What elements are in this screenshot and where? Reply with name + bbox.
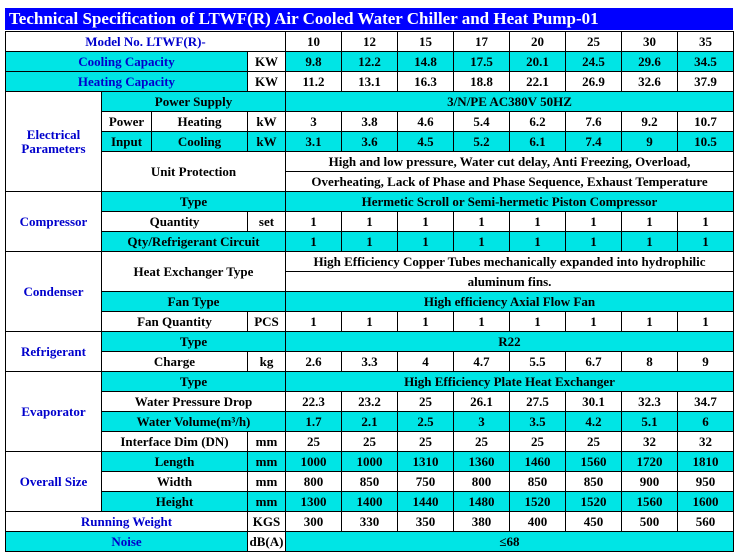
value-cell: 25 <box>566 32 622 52</box>
value-cell: 35 <box>678 32 734 52</box>
group-overall-size: Overall Size <box>6 452 102 512</box>
value-cell: 34.7 <box>678 392 734 412</box>
value-cell: 1300 <box>286 492 342 512</box>
value-cell: 950 <box>678 472 734 492</box>
value-cell: 3 <box>286 112 342 132</box>
value-cell: 750 <box>398 472 454 492</box>
group-refrigerant: Refrigerant <box>6 332 102 372</box>
value-cell: 1310 <box>398 452 454 472</box>
unit-cell: kW <box>248 132 286 152</box>
group-condenser: Condenser <box>6 252 102 332</box>
value-cell: 4.5 <box>398 132 454 152</box>
value-cell: 23.2 <box>342 392 398 412</box>
value-cell: 1 <box>510 232 566 252</box>
height-row <box>6 492 734 512</box>
value-cell: 1600 <box>678 492 734 512</box>
hx-label: Heat Exchanger Type <box>102 252 286 292</box>
condenser-hx-row-1 <box>6 252 734 272</box>
noise-value: ≤68 <box>286 532 734 552</box>
value-cell: 1 <box>342 212 398 232</box>
power-supply-value: 3/N/PE AC380V 50HZ <box>286 92 734 112</box>
height-label: Height <box>102 492 248 512</box>
value-cell: 26.1 <box>454 392 510 412</box>
unit-cell: KW <box>248 72 286 92</box>
group-electrical: Electrical Parameters <box>6 92 102 192</box>
value-cell: 25 <box>510 432 566 452</box>
value-cell: 7.6 <box>566 112 622 132</box>
value-cell: 1440 <box>398 492 454 512</box>
value-cell: 8 <box>622 352 678 372</box>
value-cell: 1000 <box>342 452 398 472</box>
value-cell: 25 <box>566 432 622 452</box>
noise-row <box>6 532 734 552</box>
value-cell: 37.9 <box>678 72 734 92</box>
value-cell: 27.5 <box>510 392 566 412</box>
fan-quantity-label: Fan Quantity <box>102 312 248 332</box>
value-cell: 4 <box>398 352 454 372</box>
cooling-capacity-row <box>6 52 734 72</box>
value-cell: 560 <box>678 512 734 532</box>
value-cell: 5.2 <box>454 132 510 152</box>
value-cell: 1 <box>286 212 342 232</box>
fan-type-row <box>6 292 734 312</box>
value-cell: 25 <box>398 392 454 412</box>
value-cell: 1 <box>566 312 622 332</box>
unit-cell: mm <box>248 432 286 452</box>
value-cell: 1 <box>398 212 454 232</box>
value-cell: 9.2 <box>622 112 678 132</box>
value-cell: 11.2 <box>286 72 342 92</box>
noise-label: Noise <box>6 532 248 552</box>
heating-capacity-row <box>6 72 734 92</box>
value-cell: 3.1 <box>286 132 342 152</box>
value-cell: 1 <box>622 232 678 252</box>
value-cell: 9 <box>622 132 678 152</box>
value-cell: 34.5 <box>678 52 734 72</box>
value-cell: 6.2 <box>510 112 566 132</box>
evaporator-type-label: Type <box>102 372 286 392</box>
value-cell: 1480 <box>454 492 510 512</box>
power-heating-row <box>6 112 734 132</box>
unit-protection-line-2: Overheating, Lack of Phase and Phase Sequence, Exhaust Temperature <box>286 172 734 192</box>
value-cell: 1520 <box>510 492 566 512</box>
power-supply-label: Power Supply <box>102 92 286 112</box>
value-cell: 1 <box>510 212 566 232</box>
value-cell: 17.5 <box>454 52 510 72</box>
model-row <box>6 32 734 52</box>
value-cell: 1 <box>622 212 678 232</box>
charge-row <box>6 352 734 372</box>
spec-table <box>5 31 734 552</box>
group-evaporator: Evaporator <box>6 372 102 452</box>
value-cell: 5.1 <box>622 412 678 432</box>
value-cell: 2.5 <box>398 412 454 432</box>
unit-protection-row-1 <box>6 152 734 172</box>
quantity-label: Quantity <box>102 212 248 232</box>
hx-line-2: aluminum fins. <box>286 272 734 292</box>
charge-label: Charge <box>102 352 248 372</box>
value-cell: 1720 <box>622 452 678 472</box>
value-cell: 2.1 <box>342 412 398 432</box>
unit-protection-line-1: High and low pressure, Water cut delay, Anti Freezing, Overload, <box>286 152 734 172</box>
value-cell: 450 <box>566 512 622 532</box>
unit-cell: KGS <box>248 512 286 532</box>
value-cell: 400 <box>510 512 566 532</box>
value-cell: 20 <box>510 32 566 52</box>
refrigerant-type-value: R22 <box>286 332 734 352</box>
value-cell: 25 <box>454 432 510 452</box>
value-cell: 1560 <box>566 452 622 472</box>
value-cell: 6.7 <box>566 352 622 372</box>
value-cell: 30.1 <box>566 392 622 412</box>
value-cell: 1 <box>678 232 734 252</box>
value-cell: 2.6 <box>286 352 342 372</box>
value-cell: 1 <box>566 212 622 232</box>
value-cell: 32 <box>622 432 678 452</box>
value-cell: 4.7 <box>454 352 510 372</box>
value-cell: 26.9 <box>566 72 622 92</box>
cooling-capacity-label: Cooling Capacity <box>6 52 248 72</box>
evaporator-type-value: High Efficiency Plate Heat Exchanger <box>286 372 734 392</box>
value-cell: 13.1 <box>342 72 398 92</box>
unit-cell: kg <box>248 352 286 372</box>
value-cell: 1 <box>454 232 510 252</box>
value-cell: 1 <box>566 232 622 252</box>
value-cell: 9 <box>678 352 734 372</box>
width-row <box>6 472 734 492</box>
value-cell: 32 <box>678 432 734 452</box>
value-cell: 1 <box>454 312 510 332</box>
unit-cell: PCS <box>248 312 286 332</box>
refrigerant-type-row <box>6 332 734 352</box>
value-cell: 1 <box>342 232 398 252</box>
running-weight-row <box>6 512 734 532</box>
compressor-quantity-row <box>6 212 734 232</box>
value-cell: 32.6 <box>622 72 678 92</box>
value-cell: 1 <box>286 232 342 252</box>
length-label: Length <box>102 452 248 472</box>
value-cell: 12.2 <box>342 52 398 72</box>
input-label: Input <box>102 132 152 152</box>
unit-cell: dB(A) <box>248 532 286 552</box>
value-cell: 10 <box>286 32 342 52</box>
value-cell: 20.1 <box>510 52 566 72</box>
length-row <box>6 452 734 472</box>
fan-type-value: High efficiency Axial Flow Fan <box>286 292 734 312</box>
value-cell: 12 <box>342 32 398 52</box>
value-cell: 1.7 <box>286 412 342 432</box>
value-cell: 30 <box>622 32 678 52</box>
power-supply-row <box>6 92 734 112</box>
value-cell: 1 <box>398 232 454 252</box>
value-cell: 850 <box>566 472 622 492</box>
cooling-label: Cooling <box>152 132 248 152</box>
value-cell: 25 <box>398 432 454 452</box>
value-cell: 850 <box>510 472 566 492</box>
value-cell: 300 <box>286 512 342 532</box>
evaporator-type-row <box>6 372 734 392</box>
water-volume-row <box>6 412 734 432</box>
value-cell: 15 <box>398 32 454 52</box>
hx-line-1: High Efficiency Copper Tubes mechanically expanded into hydrophilic <box>286 252 734 272</box>
compressor-type-row <box>6 192 734 212</box>
interface-label: Interface Dim (DN) <box>102 432 248 452</box>
value-cell: 5.5 <box>510 352 566 372</box>
value-cell: 900 <box>622 472 678 492</box>
value-cell: 22.1 <box>510 72 566 92</box>
value-cell: 1 <box>678 212 734 232</box>
unit-cell: mm <box>248 452 286 472</box>
value-cell: 1360 <box>454 452 510 472</box>
value-cell: 25 <box>286 432 342 452</box>
value-cell: 18.8 <box>454 72 510 92</box>
heating-capacity-label: Heating Capacity <box>6 72 248 92</box>
value-cell: 1 <box>510 312 566 332</box>
value-cell: 22.3 <box>286 392 342 412</box>
value-cell: 850 <box>342 472 398 492</box>
value-cell: 17 <box>454 32 510 52</box>
value-cell: 9.8 <box>286 52 342 72</box>
compressor-type-label: Type <box>102 192 286 212</box>
value-cell: 800 <box>286 472 342 492</box>
pressure-drop-row <box>6 392 734 412</box>
compressor-type-value: Hermetic Scroll or Semi-hermetic Piston Compressor <box>286 192 734 212</box>
interface-row <box>6 432 734 452</box>
value-cell: 3.5 <box>510 412 566 432</box>
value-cell: 1810 <box>678 452 734 472</box>
value-cell: 350 <box>398 512 454 532</box>
page-title: Technical Specification of LTWF(R) Air Cooled Water Chiller and Heat Pump-01 <box>5 8 733 30</box>
value-cell: 29.6 <box>622 52 678 72</box>
value-cell: 330 <box>342 512 398 532</box>
value-cell: 800 <box>454 472 510 492</box>
water-volume-label: Water Volume(m³/h) <box>102 412 286 432</box>
value-cell: 1520 <box>566 492 622 512</box>
pressure-drop-label: Water Pressure Drop <box>102 392 286 412</box>
unit-cell: KW <box>248 52 286 72</box>
fan-type-label: Fan Type <box>102 292 286 312</box>
value-cell: 25 <box>342 432 398 452</box>
unit-protection-label: Unit Protection <box>102 152 286 192</box>
circuit-label: Qty/Refrigerant Circuit <box>102 232 286 252</box>
value-cell: 500 <box>622 512 678 532</box>
unit-cell: mm <box>248 472 286 492</box>
value-cell: 16.3 <box>398 72 454 92</box>
value-cell: 32.3 <box>622 392 678 412</box>
value-cell: 1 <box>286 312 342 332</box>
value-cell: 1 <box>622 312 678 332</box>
value-cell: 1400 <box>342 492 398 512</box>
value-cell: 3.6 <box>342 132 398 152</box>
unit-cell: set <box>248 212 286 232</box>
value-cell: 14.8 <box>398 52 454 72</box>
value-cell: 1 <box>454 212 510 232</box>
value-cell: 1000 <box>286 452 342 472</box>
value-cell: 1560 <box>622 492 678 512</box>
input-cooling-row <box>6 132 734 152</box>
value-cell: 7.4 <box>566 132 622 152</box>
value-cell: 24.5 <box>566 52 622 72</box>
value-cell: 10.7 <box>678 112 734 132</box>
value-cell: 5.4 <box>454 112 510 132</box>
value-cell: 3.8 <box>342 112 398 132</box>
value-cell: 1460 <box>510 452 566 472</box>
value-cell: 6.1 <box>510 132 566 152</box>
power-label: Power <box>102 112 152 132</box>
heating-label: Heating <box>152 112 248 132</box>
value-cell: 4.2 <box>566 412 622 432</box>
refrigerant-circuit-row <box>6 232 734 252</box>
value-cell: 10.5 <box>678 132 734 152</box>
refrigerant-type-label: Type <box>102 332 286 352</box>
value-cell: 4.6 <box>398 112 454 132</box>
value-cell: 1 <box>678 312 734 332</box>
value-cell: 1 <box>342 312 398 332</box>
unit-cell: mm <box>248 492 286 512</box>
value-cell: 6 <box>678 412 734 432</box>
fan-quantity-row <box>6 312 734 332</box>
model-label: Model No. LTWF(R)- <box>6 32 286 52</box>
width-label: Width <box>102 472 248 492</box>
value-cell: 3 <box>454 412 510 432</box>
value-cell: 1 <box>398 312 454 332</box>
group-compressor: Compressor <box>6 192 102 252</box>
value-cell: 3.3 <box>342 352 398 372</box>
value-cell: 380 <box>454 512 510 532</box>
running-weight-label: Running Weight <box>6 512 248 532</box>
unit-cell: kW <box>248 112 286 132</box>
